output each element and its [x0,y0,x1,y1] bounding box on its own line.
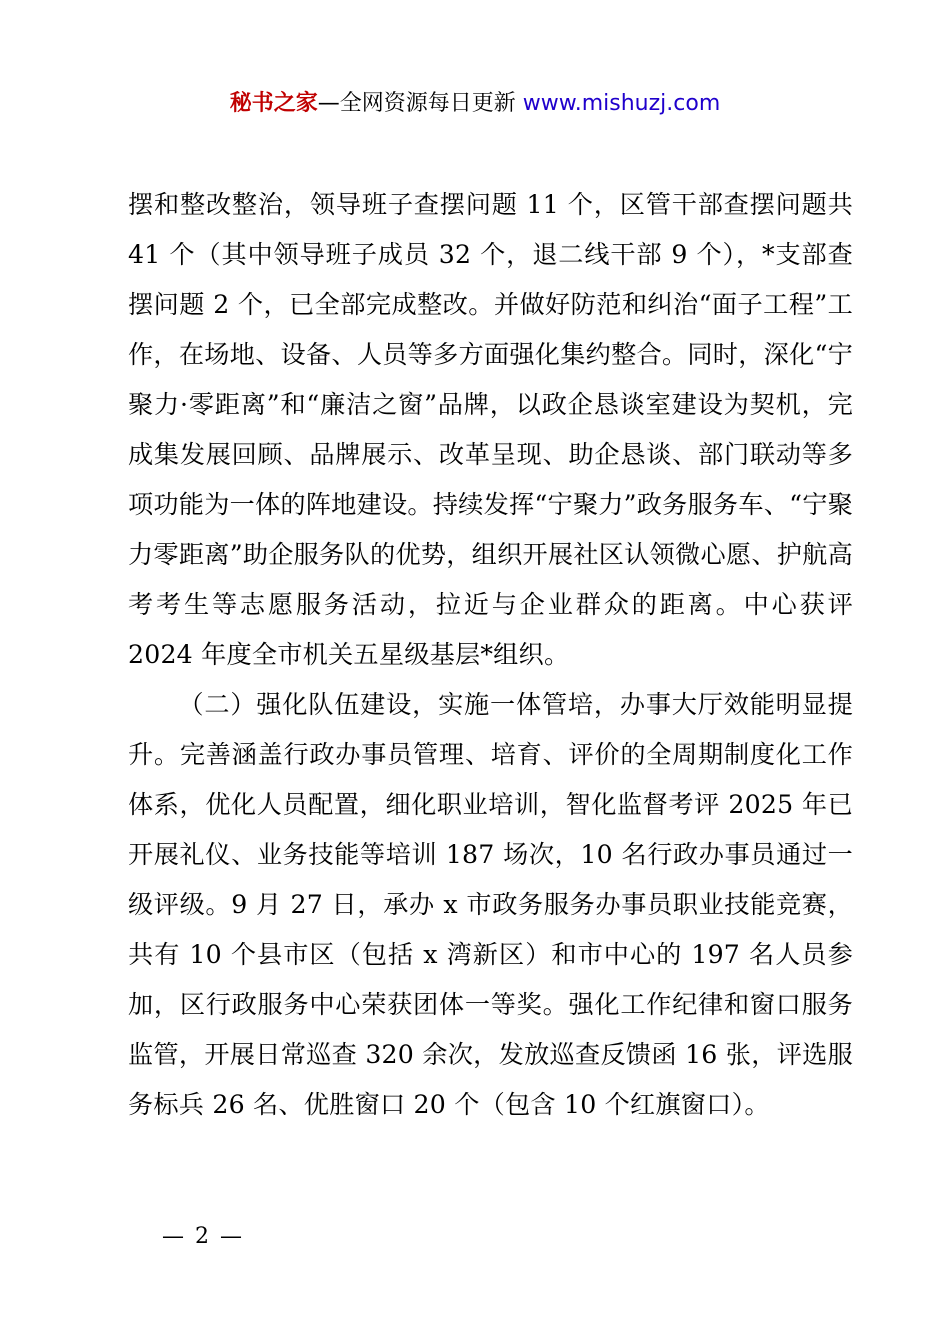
header-tagline: —全网资源每日更新 [317,91,523,116]
brand-name: 秘书之家 [229,91,318,116]
paragraph-continuation: 摆和整改整治，领导班子查摆问题 11 个，区管干部查摆问题共 41 个（其中领导班子成员 32 个，退二线干部 9 个），*支部查摆问题 2 个，已全部完成整改。并做好防范和纠治“面子工程”工作，在场地、设备、人员等多方面强化集约整合。同时，深化“宁聚力·零距离”和“廉洁之窗”品牌，以政企恳谈室建设为契机，完成集发展回顾、品牌展示、改革呈现、助企恳谈、部门联动等多项功能为一体的阵地建设。持续发挥“宁聚力”政务服务车、“宁聚力零距离”助企服务队的优势，组织开展社区认领微心愿、护航高考考生等志愿服务活动，拉近与企业群众的距离。中心获评 2024 年度全市机关五星级基层*组织。 [128,190,853,669]
page-number: — 2 — [162,1224,244,1249]
site-header [0,86,950,122]
paragraph-section-2: （二）强化队伍建设，实施一体管培，办事大厅效能明显提升。完善涵盖行政办事员管理、培育、评价的全周期制度化工作体系，优化人员配置，细化职业培训，智化监督考评 2025 年已开展礼仪、业务技能等培训 187 场次，10 名行政办事员通过一级评级。9 月 27 日，承办 x 市政务服务办事员职业技能竞赛，共有 10 个县市区（包括 x 湾新区）和市中心的 197 名人员参加，区行政服务中心荣获团体一等奖。强化工作纪律和窗口服务监管，开展日常巡查 320 余次，发放巡查反馈函 16 张，评选服务标兵 26 名、优胜窗口 20 个（包含 10 个红旗窗口）。 [128,690,853,1119]
document-body [128,180,853,1130]
site-url-link[interactable]: www.mishuzj.com [522,91,721,116]
